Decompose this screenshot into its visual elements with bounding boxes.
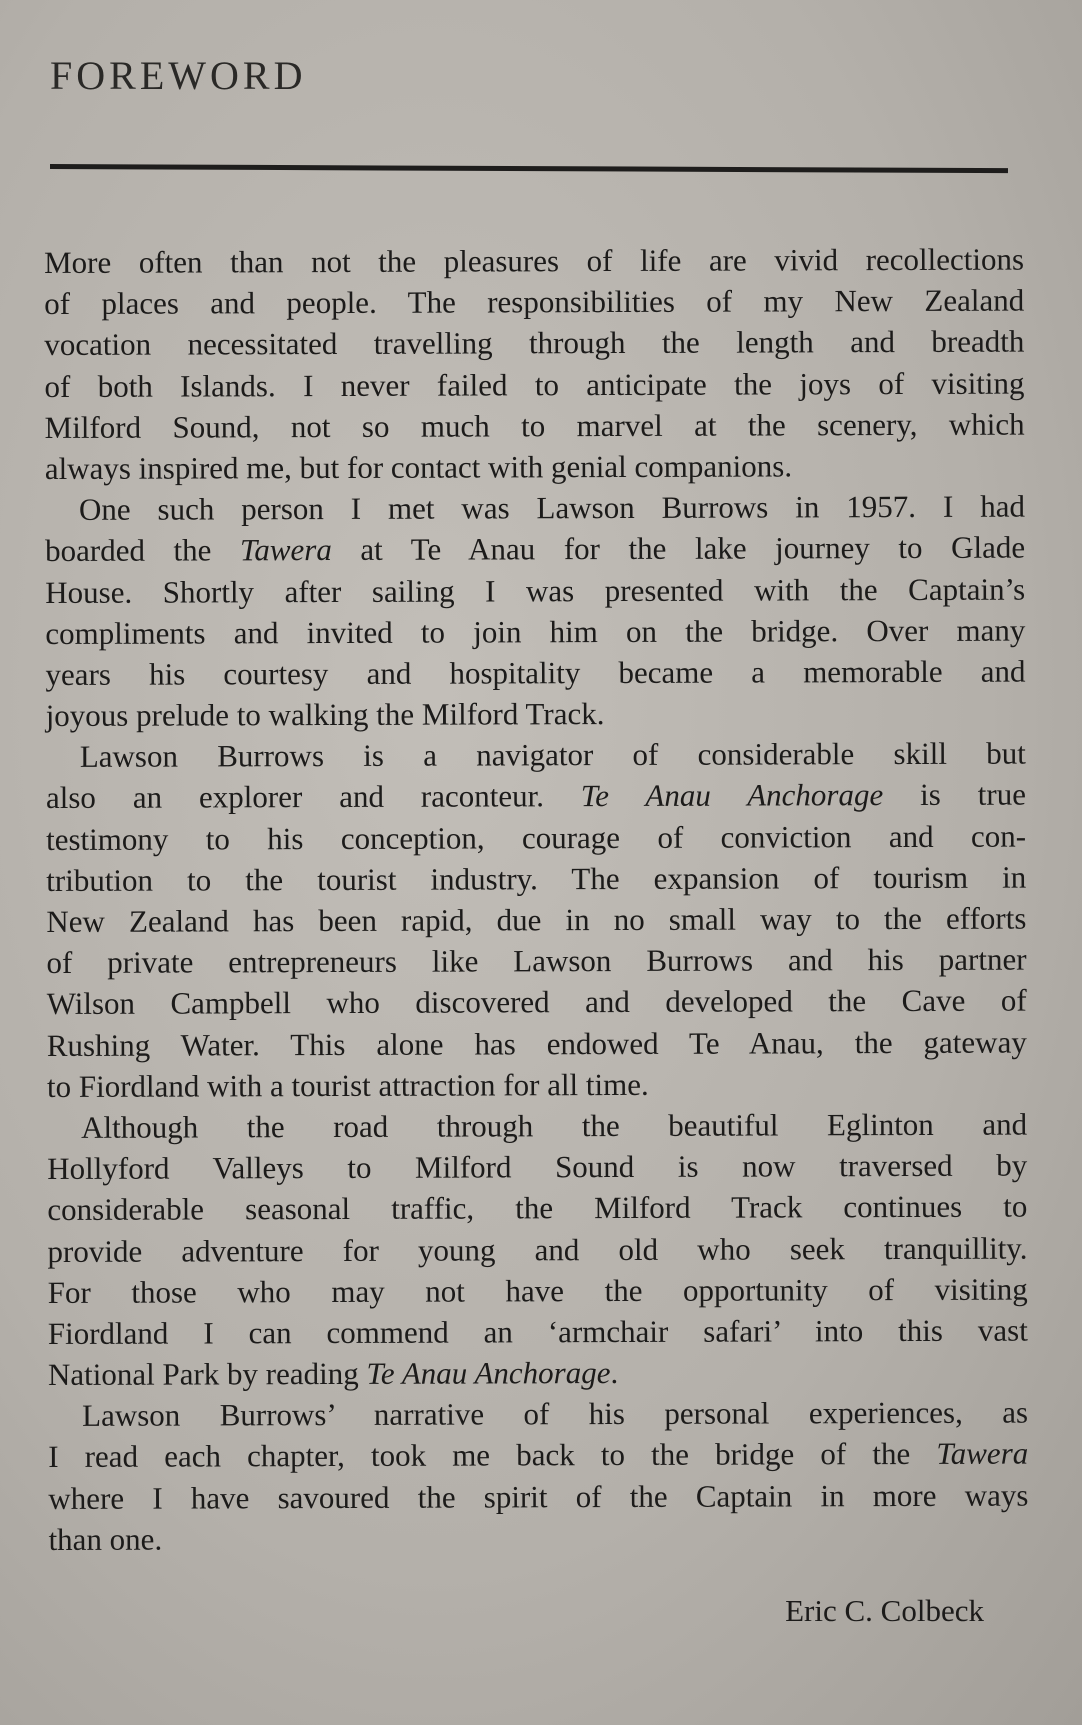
paragraph-line — [45, 445, 1025, 490]
paragraph-line — [48, 1433, 1028, 1478]
text-segment: One such person I met was Lawson Burrows in 1957. I had — [78, 488, 1025, 528]
text-segment: considerable seasonal traffic, the Milford Track continues to — [47, 1188, 1028, 1228]
italic-title: Te Anau Anchorage — [580, 777, 884, 814]
text-segment: Fiordland I can commend an ‘armchair safari’ into this vast — [47, 1312, 1028, 1351]
paragraph-line — [48, 1474, 1028, 1519]
paragraph-line — [45, 568, 1025, 613]
text-segment: of private entrepreneurs like Lawson Burrows and his partner — [46, 941, 1027, 981]
paragraph-line — [48, 1392, 1028, 1437]
signature: Eric C. Colbeck — [785, 1593, 984, 1628]
text-segment: years his courtesy and hospitality became a memorable and — [45, 653, 1026, 692]
paragraph-line — [47, 980, 1027, 1025]
text-segment: I read each chapter, took me back to the bridge of the — [48, 1436, 937, 1475]
paragraph-line — [46, 692, 1026, 737]
paragraph-line — [45, 609, 1025, 654]
paragraph-line — [48, 1515, 1028, 1560]
italic-title: Tawera — [936, 1436, 1029, 1472]
text-segment: Lawson Burrows is a navigator of considerable skill but — [79, 735, 1026, 775]
text-segment: where I have savoured the spirit of the Captain in more ways — [48, 1477, 1029, 1516]
paragraph-line — [44, 280, 1024, 325]
text-segment: boarded the — [45, 532, 240, 569]
text-segment: Rushing Water. This alone has endowed Te Anau, the gateway — [46, 1024, 1027, 1063]
paragraph-line — [47, 1104, 1027, 1149]
text-segment: Lawson Burrows’ narrative of his personal experiences, as — [82, 1394, 1029, 1434]
paragraph-line — [45, 650, 1025, 695]
text-segment: Although the road through the beautiful Eglinton and — [81, 1106, 1028, 1145]
text-segment: Milford Sound, not so much to marvel at the scenery, which — [44, 406, 1025, 445]
text-segment: than one. — [48, 1521, 163, 1557]
text-segment: also an explorer and raconteur. — [45, 778, 581, 816]
text-segment: House. Shortly after sailing I was presented with the Captain’s — [45, 571, 1026, 610]
text-segment: of both Islands. I never failed to anticipate the joys of visiting — [44, 365, 1025, 404]
foreword-body — [44, 239, 1029, 1560]
paragraph-line — [45, 527, 1025, 572]
paragraph-line — [46, 856, 1026, 901]
text-segment: testimony to his conception, courage of conviction and con- — [46, 818, 1027, 857]
text-segment: tribution to the tourist industry. The expansion of tourism in — [46, 859, 1027, 898]
paragraph-line — [46, 774, 1026, 819]
paragraph-line — [47, 1227, 1027, 1272]
text-segment: . — [610, 1355, 619, 1391]
page-title: FOREWORD — [50, 53, 307, 98]
paragraph-line — [48, 1351, 1028, 1396]
paragraph-line — [46, 939, 1026, 984]
text-segment: provide adventure for young and old who seek tranquillity. — [47, 1230, 1028, 1269]
paragraph-line — [47, 1021, 1027, 1066]
paragraph-line — [47, 1186, 1027, 1231]
italic-title: Tawera — [239, 532, 332, 568]
title-divider — [50, 164, 1008, 173]
paragraph-line — [44, 239, 1024, 284]
text-segment: compliments and invited to join him on the bridge. Over many — [45, 612, 1026, 651]
text-segment: Wilson Campbell who discovered and developed the Cave of — [46, 982, 1027, 1022]
paragraph-line — [46, 898, 1026, 943]
paragraph-line — [45, 486, 1025, 531]
paragraph-line — [48, 1309, 1028, 1354]
text-segment: National Park by reading — [47, 1355, 367, 1393]
paragraph-line — [47, 1062, 1027, 1107]
text-segment: vocation necessitated travelling through the length and breadth — [44, 323, 1025, 363]
text-segment: at Te Anau for the lake journey to Glade — [331, 529, 1026, 568]
text-segment: to Fiordland with a tourist attraction for all time. — [46, 1066, 649, 1104]
paragraph-line — [44, 321, 1024, 366]
text-segment: is true — [883, 777, 1027, 813]
text-segment: New Zealand has been rapid, due in no small way to the efforts — [46, 900, 1027, 939]
paragraph-line — [48, 1268, 1028, 1313]
text-segment: Hollyford Valleys to Milford Sound is now traversed by — [47, 1147, 1028, 1187]
text-segment: For those who may not have the opportunity of visiting — [47, 1271, 1028, 1310]
paragraph-line — [45, 403, 1025, 448]
paragraph-line — [46, 733, 1026, 778]
italic-title: Te Anau Anchorage — [366, 1355, 611, 1391]
text-segment: of places and people. The responsibilities of my New Zealand — [44, 282, 1025, 322]
text-segment: More often than not the pleasures of life are vivid recollections — [44, 241, 1025, 280]
text-segment: always inspired me, but for contact with genial companions. — [44, 448, 793, 486]
paragraph-line — [47, 1145, 1027, 1190]
paragraph-line — [46, 815, 1026, 860]
paragraph-line — [44, 362, 1024, 407]
text-segment: joyous prelude to walking the Milford Track. — [45, 696, 605, 734]
